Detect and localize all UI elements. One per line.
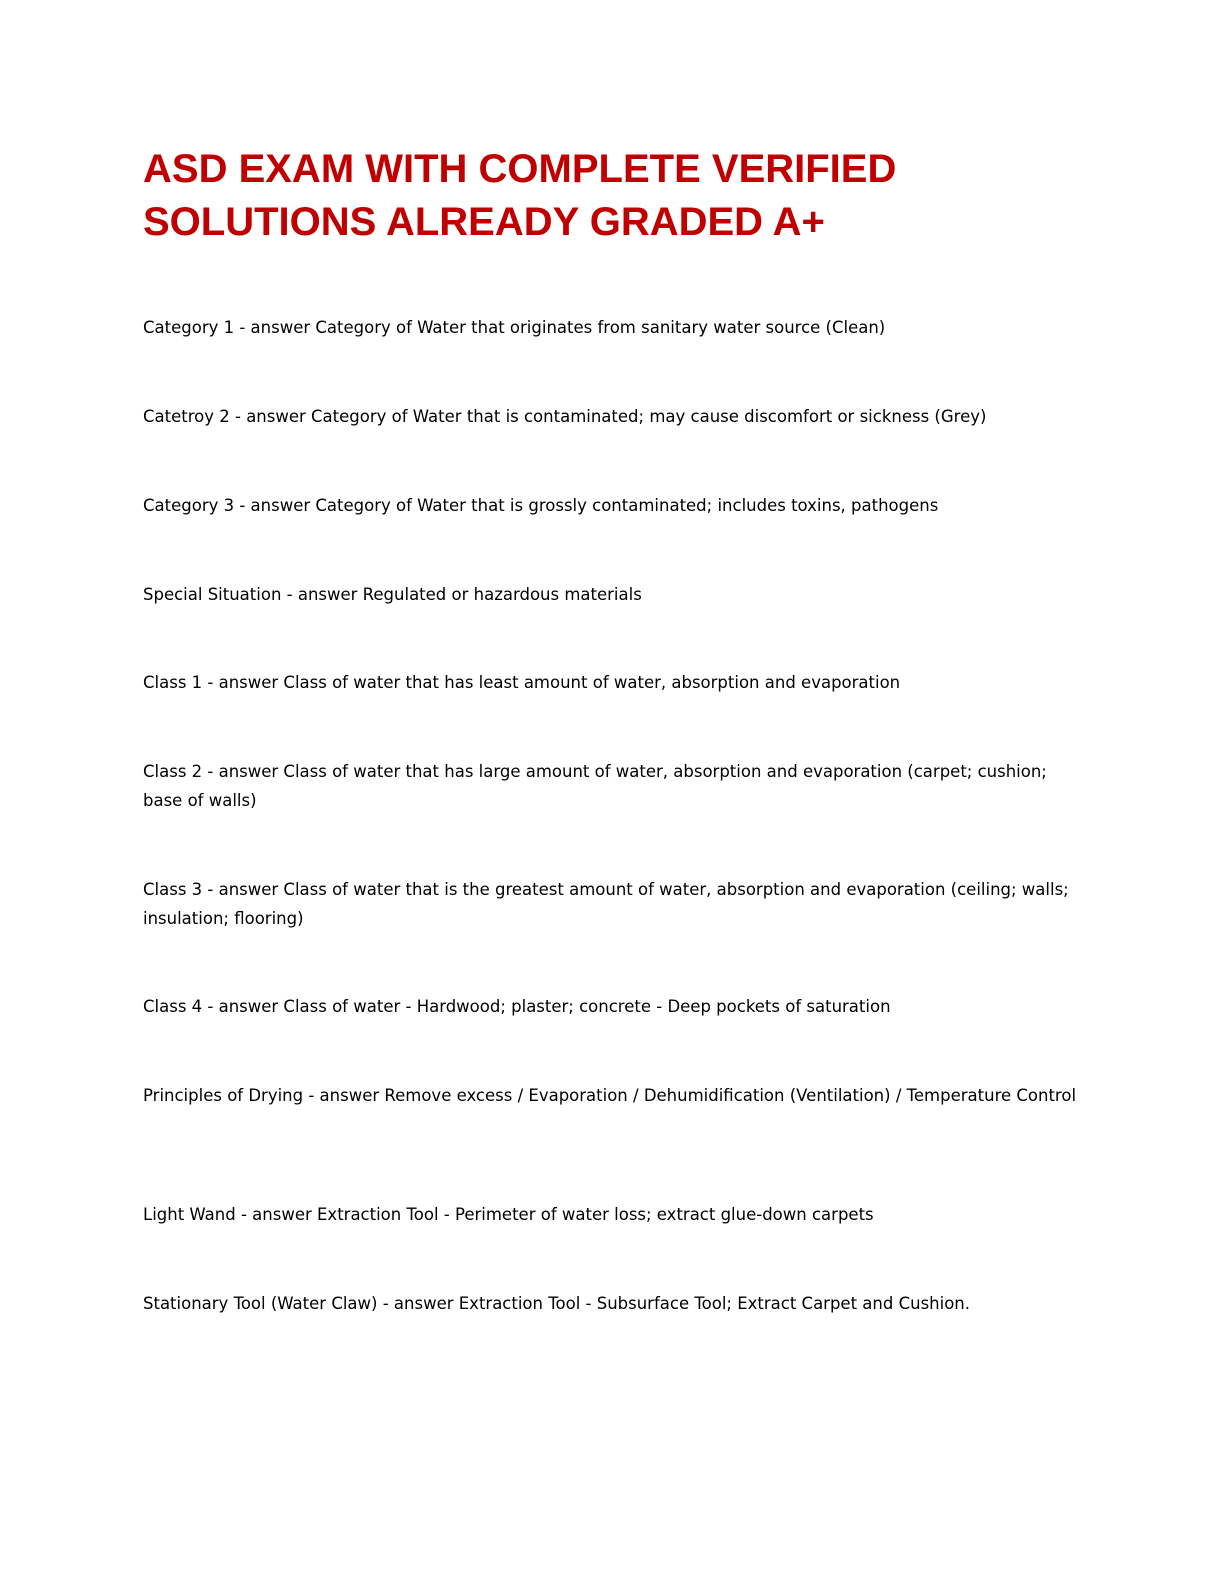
qa-entry-class-1: Class 1 - answer Class of water that has least amount of water, absorption and evaporation <box>143 673 901 692</box>
qa-entry-principles-of-drying: Principles of Drying - answer Remove excess / Evaporation / Dehumidification (Ventilation) / Temperature Control <box>143 1086 1077 1105</box>
qa-entry-stationary-tool: Stationary Tool (Water Claw) - answer Extraction Tool - Subsurface Tool; Extract Carpet and Cushion. <box>143 1294 970 1313</box>
qa-entry-category-3: Category 3 - answer Category of Water that is grossly contaminated; includes toxins, pathogens <box>143 496 939 515</box>
qa-entry-category-2: Catetroy 2 - answer Category of Water that is contaminated; may cause discomfort or sickness (Grey) <box>143 407 987 426</box>
qa-entry-light-wand: Light Wand - answer Extraction Tool - Perimeter of water loss; extract glue-down carpets <box>143 1205 874 1224</box>
qa-entry-special-situation: Special Situation - answer Regulated or hazardous materials <box>143 585 642 604</box>
qa-entry-class-3: Class 3 - answer Class of water that is the greatest amount of water, absorption and evaporation (ceiling; walls; insulation; flooring) <box>143 880 1069 928</box>
qa-entry-class-4: Class 4 - answer Class of water - Hardwood; plaster; concrete - Deep pockets of saturation <box>143 997 891 1016</box>
qa-entry-class-2: Class 2 - answer Class of water that has large amount of water, absorption and evaporation (carpet; cushion; base of walls) <box>143 762 1047 810</box>
document-title: ASD EXAM WITH COMPLETE VERIFIED SOLUTIONS ALREADY GRADED A+ <box>143 147 897 244</box>
qa-entry-category-1: Category 1 - answer Category of Water that originates from sanitary water source (Clean) <box>143 318 886 337</box>
